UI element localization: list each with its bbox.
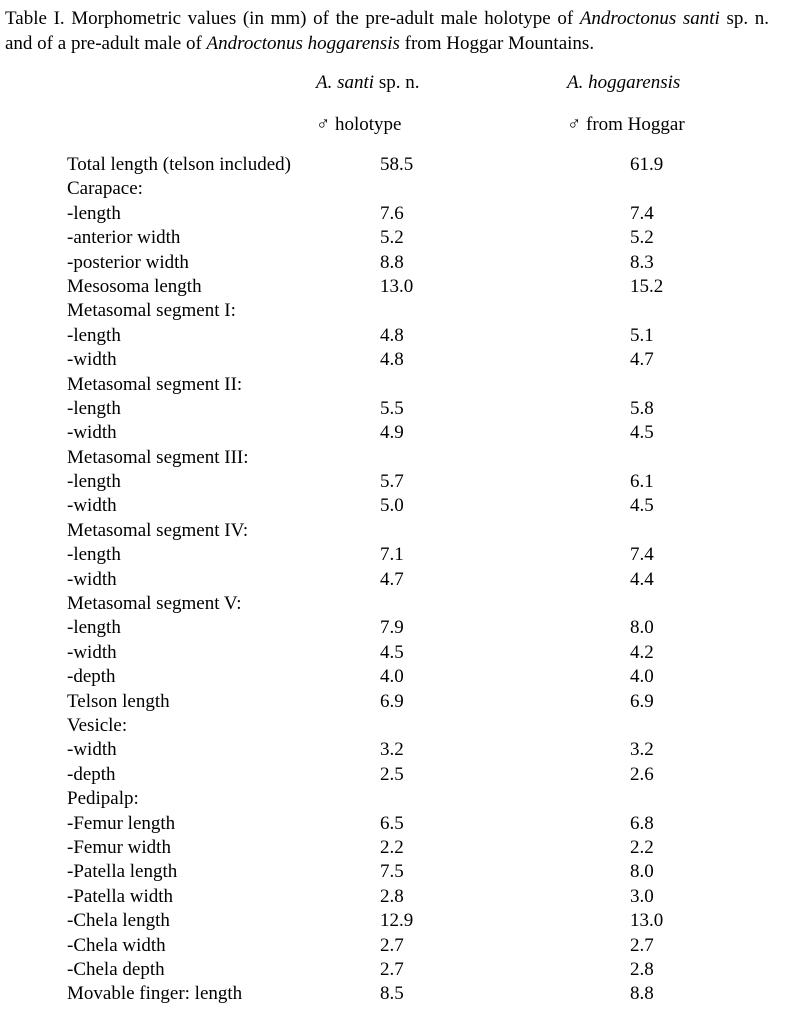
row-label: -width xyxy=(67,495,117,517)
table-row xyxy=(0,909,805,933)
column-header-hoggarensis xyxy=(567,72,680,94)
table-caption xyxy=(5,6,769,56)
row-label: Metasomal segment III: xyxy=(67,446,249,468)
column-subheader-santi: ♂ holotype xyxy=(316,114,402,135)
table-row xyxy=(0,275,805,299)
value-hoggarensis: 8.3 xyxy=(630,251,654,273)
table-row xyxy=(0,812,805,836)
table-row xyxy=(0,714,805,738)
row-label: Metasomal segment I: xyxy=(67,300,236,322)
table-row xyxy=(0,568,805,592)
value-santi: 2.2 xyxy=(380,836,404,858)
value-santi: 7.6 xyxy=(380,202,404,224)
table-row xyxy=(0,373,805,397)
row-label: -length xyxy=(67,544,121,566)
value-hoggarensis: 7.4 xyxy=(630,202,654,224)
row-label: -width xyxy=(67,641,117,663)
table-row xyxy=(0,421,805,445)
caption-species-hoggarensis: Androctonus hoggarensis xyxy=(206,33,400,54)
table-row xyxy=(0,763,805,787)
value-hoggarensis: 3.0 xyxy=(630,885,654,907)
table-row xyxy=(0,251,805,275)
value-santi: 8.8 xyxy=(380,251,404,273)
caption-text-1: Table I. Morphometric values (in mm) of the pre-adult male holotype of xyxy=(5,8,580,29)
value-santi: 4.8 xyxy=(380,324,404,346)
row-label: Telson length xyxy=(67,690,170,712)
measurement-table xyxy=(0,153,805,1007)
row-label: -depth xyxy=(67,666,116,688)
value-santi: 3.2 xyxy=(380,739,404,761)
column-subheader-hoggarensis: ♂ from Hoggar xyxy=(567,114,685,135)
value-santi: 5.7 xyxy=(380,471,404,493)
table-row xyxy=(0,519,805,543)
caption-text-2: sp. n. and of a pre-adult male of xyxy=(5,8,769,54)
table-row xyxy=(0,153,805,177)
value-hoggarensis: 4.2 xyxy=(630,641,654,663)
value-santi: 4.0 xyxy=(380,666,404,688)
value-hoggarensis: 5.2 xyxy=(630,227,654,249)
value-hoggarensis: 8.8 xyxy=(630,983,654,1005)
row-label: -Chela depth xyxy=(67,958,165,980)
value-santi: 6.9 xyxy=(380,690,404,712)
row-label: -width xyxy=(67,349,117,371)
row-label: -width xyxy=(67,739,117,761)
row-label: Metasomal segment V: xyxy=(67,593,242,615)
row-label: Movable finger: length xyxy=(67,983,243,1005)
value-santi: 4.9 xyxy=(380,422,404,444)
table-row xyxy=(0,787,805,811)
row-label: Metasomal segment II: xyxy=(67,373,243,395)
table-row xyxy=(0,982,805,1006)
row-label: Metasomal segment IV: xyxy=(67,519,249,541)
table-row xyxy=(0,348,805,372)
table-row xyxy=(0,885,805,909)
table-row xyxy=(0,616,805,640)
value-santi: 8.5 xyxy=(380,983,404,1005)
value-hoggarensis: 13.0 xyxy=(630,910,664,932)
table-row xyxy=(0,592,805,616)
value-santi: 5.5 xyxy=(380,397,404,419)
column-header-santi-name: A. santi xyxy=(316,72,375,93)
value-santi: 7.1 xyxy=(380,544,404,566)
value-hoggarensis: 3.2 xyxy=(630,739,654,761)
row-label: -depth xyxy=(67,763,116,785)
row-label: -Chela width xyxy=(67,934,166,956)
row-label: -width xyxy=(67,568,117,590)
table-row xyxy=(0,860,805,884)
table-row xyxy=(0,543,805,567)
table-row xyxy=(0,494,805,518)
value-hoggarensis: 4.5 xyxy=(630,422,654,444)
row-label: -Patella width xyxy=(67,885,174,907)
column-header-hoggarensis-name: A. hoggarensis xyxy=(567,72,681,93)
value-hoggarensis: 2.2 xyxy=(630,836,654,858)
value-santi: 4.7 xyxy=(380,568,404,590)
value-hoggarensis: 6.9 xyxy=(630,690,654,712)
value-hoggarensis: 61.9 xyxy=(630,154,664,175)
value-hoggarensis: 4.4 xyxy=(630,568,654,590)
value-santi: 13.0 xyxy=(380,275,414,297)
value-santi: 7.5 xyxy=(380,861,404,883)
value-hoggarensis: 5.8 xyxy=(630,397,654,419)
table-row xyxy=(0,958,805,982)
value-santi: 6.5 xyxy=(380,812,404,834)
table-row xyxy=(0,177,805,201)
table-row xyxy=(0,641,805,665)
caption-species-santi: Androctonus santi xyxy=(579,8,720,29)
value-santi: 5.2 xyxy=(380,227,404,249)
value-santi: 5.0 xyxy=(380,495,404,517)
value-hoggarensis: 6.1 xyxy=(630,471,654,493)
value-hoggarensis: 2.7 xyxy=(630,934,654,956)
row-label: -length xyxy=(67,202,121,224)
table-row xyxy=(0,446,805,470)
value-hoggarensis: 2.6 xyxy=(630,763,654,785)
table-row xyxy=(0,202,805,226)
row-label: -Patella length xyxy=(67,861,178,883)
value-santi: 2.7 xyxy=(380,934,404,956)
table-row xyxy=(0,934,805,958)
value-santi: 4.5 xyxy=(380,641,404,663)
value-hoggarensis: 4.7 xyxy=(630,349,654,371)
value-santi: 2.7 xyxy=(380,958,404,980)
table-row xyxy=(0,397,805,421)
row-label: -posterior width xyxy=(67,251,189,273)
column-header-santi-suffix: sp. n. xyxy=(374,72,420,93)
value-santi: 2.5 xyxy=(380,763,404,785)
value-santi: 4.8 xyxy=(380,349,404,371)
table-row xyxy=(0,836,805,860)
row-label: -Femur width xyxy=(67,836,171,858)
value-hoggarensis: 4.0 xyxy=(630,666,654,688)
value-santi: 7.9 xyxy=(380,617,404,639)
value-hoggarensis: 15.2 xyxy=(630,275,664,297)
table-row xyxy=(0,299,805,323)
value-santi: 12.9 xyxy=(380,910,414,932)
table-row xyxy=(0,690,805,714)
table-row xyxy=(0,665,805,689)
row-label: -Femur length xyxy=(67,812,176,834)
table-row xyxy=(0,324,805,348)
row-label: Pedipalp: xyxy=(67,788,139,810)
value-hoggarensis: 4.5 xyxy=(630,495,654,517)
value-hoggarensis: 6.8 xyxy=(630,812,654,834)
row-label: Vesicle: xyxy=(67,714,128,736)
column-header-santi xyxy=(316,72,419,94)
row-label: Mesosoma length xyxy=(67,275,202,297)
value-santi: 2.8 xyxy=(380,885,404,907)
table-row xyxy=(0,738,805,762)
row-label: -length xyxy=(67,471,121,493)
value-santi: 58.5 xyxy=(380,154,414,175)
row-label: -Chela length xyxy=(67,910,170,932)
value-hoggarensis: 2.8 xyxy=(630,958,654,980)
row-label: -anterior width xyxy=(67,227,181,249)
row-label: -length xyxy=(67,397,121,419)
row-label: Total length (telson included) xyxy=(67,154,291,175)
value-hoggarensis: 7.4 xyxy=(630,544,654,566)
row-label: -length xyxy=(67,617,121,639)
table-row xyxy=(0,226,805,250)
table-row xyxy=(0,470,805,494)
row-label: Carapace: xyxy=(67,178,143,200)
value-hoggarensis: 5.1 xyxy=(630,324,654,346)
row-label: -length xyxy=(67,324,121,346)
value-hoggarensis: 8.0 xyxy=(630,617,654,639)
row-label: -width xyxy=(67,422,117,444)
caption-text-3: from Hoggar Mountains. xyxy=(399,33,595,54)
value-hoggarensis: 8.0 xyxy=(630,861,654,883)
